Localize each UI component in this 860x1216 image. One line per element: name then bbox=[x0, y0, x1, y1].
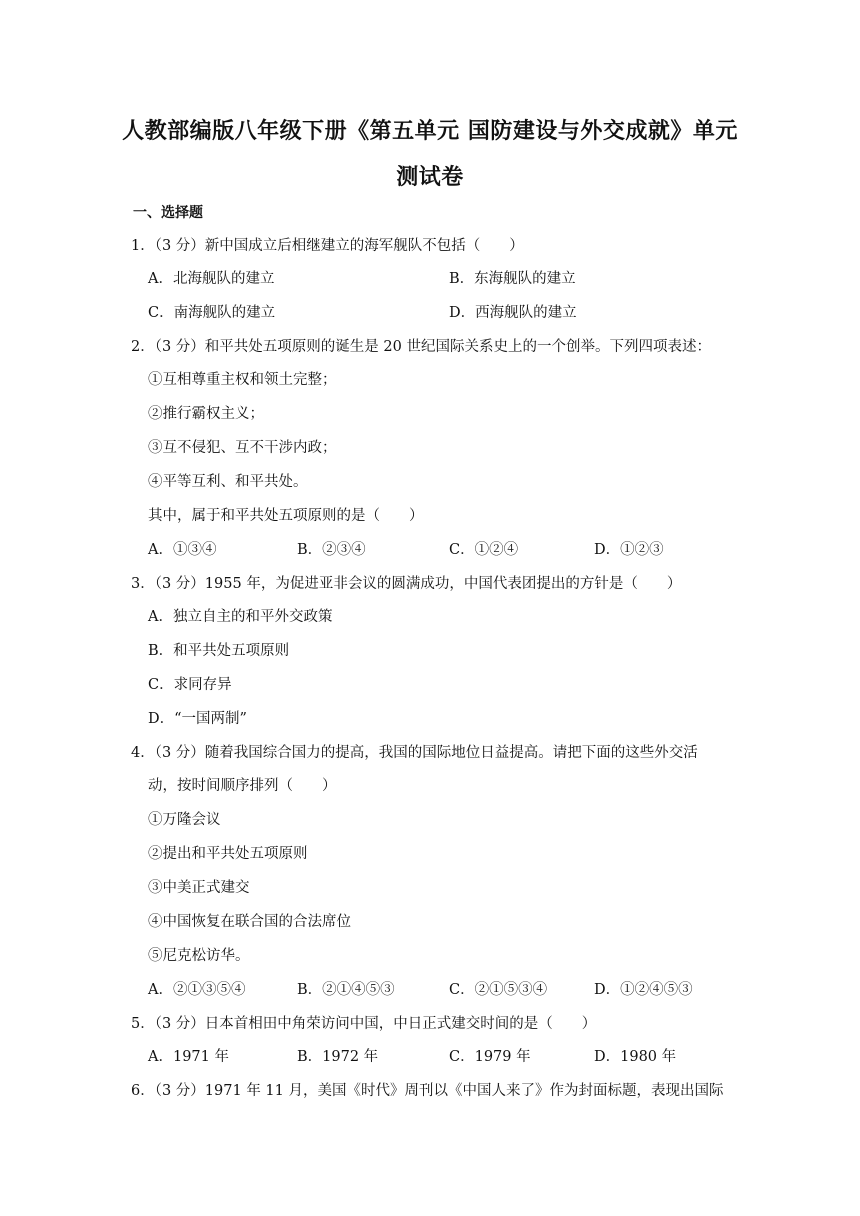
question-4-item-5: ⑤尼克松访华。 bbox=[148, 948, 250, 964]
question-4-option-b: B．②①④⑤③ bbox=[297, 982, 395, 998]
question-2-option-a: A．①③④ bbox=[148, 542, 217, 558]
question-4-option-a: A．②①③⑤④ bbox=[148, 982, 246, 998]
page-title-line-2: 测试卷 bbox=[396, 165, 464, 190]
question-2-option-c: C．①②④ bbox=[449, 542, 519, 558]
question-4-stem-line-2: 动，按时间顺序排列（ ） bbox=[148, 778, 337, 794]
question-4-item-2: ②提出和平共处五项原则 bbox=[148, 846, 308, 862]
question-3-option-c: C．求同存异 bbox=[148, 677, 232, 693]
question-5-option-c: C．1979 年 bbox=[449, 1049, 531, 1065]
question-1-option-c: C．南海舰队的建立 bbox=[148, 305, 276, 321]
question-5-option-a: A．1971 年 bbox=[148, 1049, 229, 1065]
question-2-statement-3: ③互不侵犯、互不干涉内政； bbox=[148, 440, 337, 456]
question-2-stem: 2．（3 分）和平共处五项原则的诞生是 20 世纪国际关系史上的一个创举。下列四项表述： bbox=[131, 339, 711, 355]
question-3-option-a: A．独立自主的和平外交政策 bbox=[148, 609, 333, 625]
question-2-statement-2: ②推行霸权主义； bbox=[148, 406, 264, 422]
question-1-option-b: B．东海舰队的建立 bbox=[449, 271, 576, 287]
question-4-item-3: ③中美正式建交 bbox=[148, 880, 250, 896]
question-2-prompt: 其中，属于和平共处五项原则的是（ ） bbox=[148, 508, 424, 524]
question-5-option-d: D．1980 年 bbox=[594, 1049, 677, 1065]
question-5-option-b: B．1972 年 bbox=[297, 1049, 379, 1065]
question-4-option-d: D．①②④⑤③ bbox=[594, 982, 693, 998]
question-3-option-d: D．“一国两制” bbox=[148, 711, 247, 727]
question-2-option-b: B．②③④ bbox=[297, 542, 366, 558]
question-1-option-d: D．西海舰队的建立 bbox=[449, 305, 577, 321]
page-title-line-1: 人教部编版八年级下册《第五单元 国防建设与外交成就》单元 bbox=[122, 119, 738, 144]
question-2-statement-4: ④平等互利、和平共处。 bbox=[148, 474, 308, 490]
question-4-item-4: ④中国恢复在联合国的合法席位 bbox=[148, 914, 351, 930]
question-2-option-d: D．①②③ bbox=[594, 542, 664, 558]
section-heading: 一、选择题 bbox=[133, 205, 203, 221]
question-4-item-1: ①万隆会议 bbox=[148, 812, 221, 828]
question-3-stem: 3．（3 分）1955 年，为促进亚非会议的圆满成功，中国代表团提出的方针是（ ） bbox=[131, 576, 682, 592]
question-6-stem: 6．（3 分）1971 年 11 月，美国《时代》周刊以《中国人来了》作为封面标题，表现出国际 bbox=[131, 1083, 724, 1099]
question-4-option-c: C．②①⑤③④ bbox=[449, 982, 548, 998]
question-1-stem: 1．（3 分）新中国成立后相继建立的海军舰队不包括（ ） bbox=[131, 238, 524, 254]
question-3-option-b: B．和平共处五项原则 bbox=[148, 643, 290, 659]
question-5-stem: 5．（3 分）日本首相田中角荣访问中国，中日正式建交时间的是（ ） bbox=[131, 1016, 597, 1032]
question-1-option-a: A．北海舰队的建立 bbox=[148, 271, 275, 287]
question-2-statement-1: ①互相尊重主权和领土完整； bbox=[148, 372, 337, 388]
question-4-stem-line-1: 4．（3 分）随着我国综合国力的提高，我国的国际地位日益提高。请把下面的这些外交活 bbox=[131, 745, 698, 761]
